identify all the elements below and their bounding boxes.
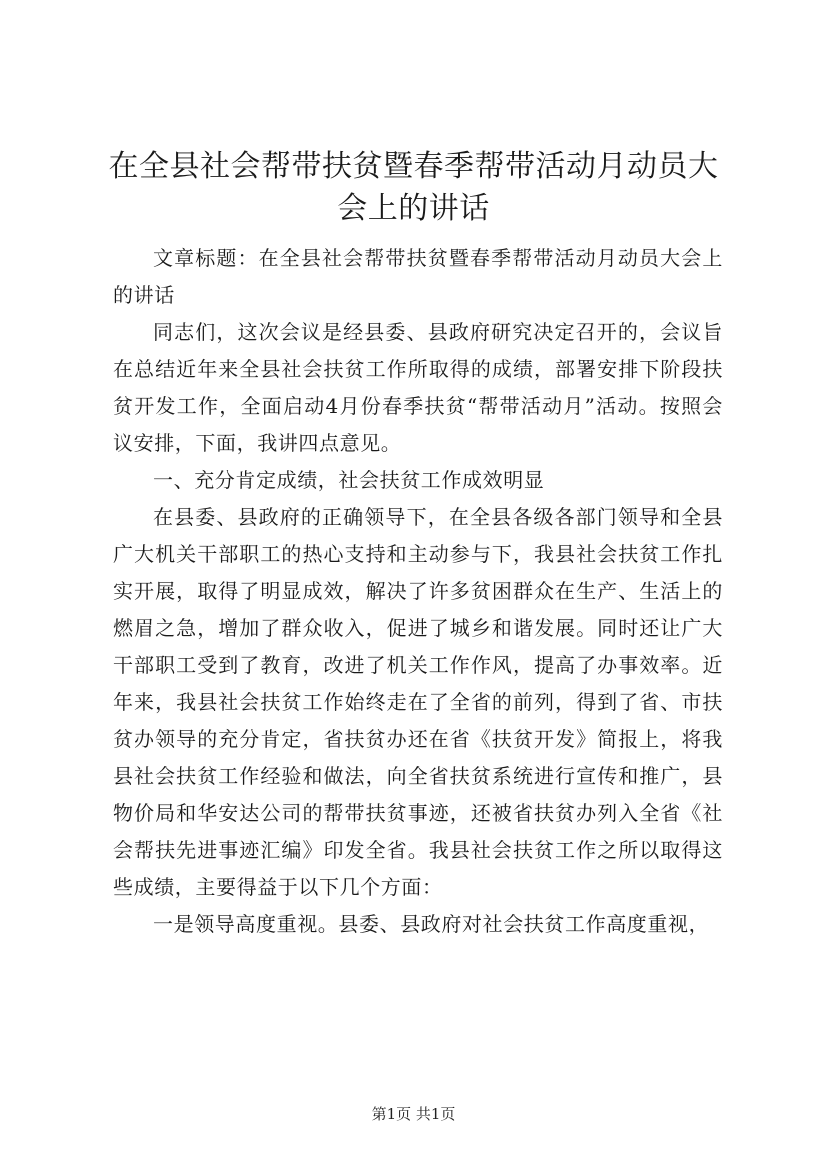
paragraph-achievements: 在县委、县政府的正确领导下，在全县各级各部门领导和全县广大机关干部职工的热心支持和主动参与下，我县社会扶贫工作扎实开展，取得了明显成效，解决了许多贫困群众在生产、生活上的燃眉之急，增加了群众收入，促进了城乡和谐发展。同时还让广大干部职工受到了教育，改进了机关工作作风，提高了办事效率。近年来，我县社会扶贫工作始终走在了全省的前列，得到了省、市扶贫办领导的充分肯定，省扶贫办还在省《扶贫开发》简报上，将我县社会扶贫工作经验和做法，向全省扶贫系统进行宣传和推广，县物价局和华安达公司的帮带扶贫事迹，还被省扶贫办列入全省《社会帮扶先进事迹汇编》印发全省。我县社会扶贫工作之所以取得这些成绩，主要得益于以下几个方面： xyxy=(113,505,723,899)
document-body xyxy=(113,240,723,943)
paragraph-article-title: 文章标题：在全县社会帮带扶贫暨春季帮带活动月动员大会上的讲话 xyxy=(113,246,723,307)
page-footer: 第1页 共1页 xyxy=(371,1105,456,1123)
section-heading-1: 一、充分肯定成绩，社会扶贫工作成效明显 xyxy=(153,468,545,492)
paragraph-opening: 同志们，这次会议是经县委、县政府研究决定召开的，会议旨在总结近年来全县社会扶贫工作所取得的成绩，部署安排下阶段扶贫开发工作，全面启动4月份春季扶贫“帮带活动月”活动。按照会议安排，下面，我讲四点意见。 xyxy=(113,320,723,455)
paragraph-leadership: 一是领导高度重视。县委、县政府对社会扶贫工作高度重视， xyxy=(153,912,710,936)
document-title: 在全县社会帮带扶贫暨春季帮带活动月动员大会上的讲话 xyxy=(108,149,719,226)
